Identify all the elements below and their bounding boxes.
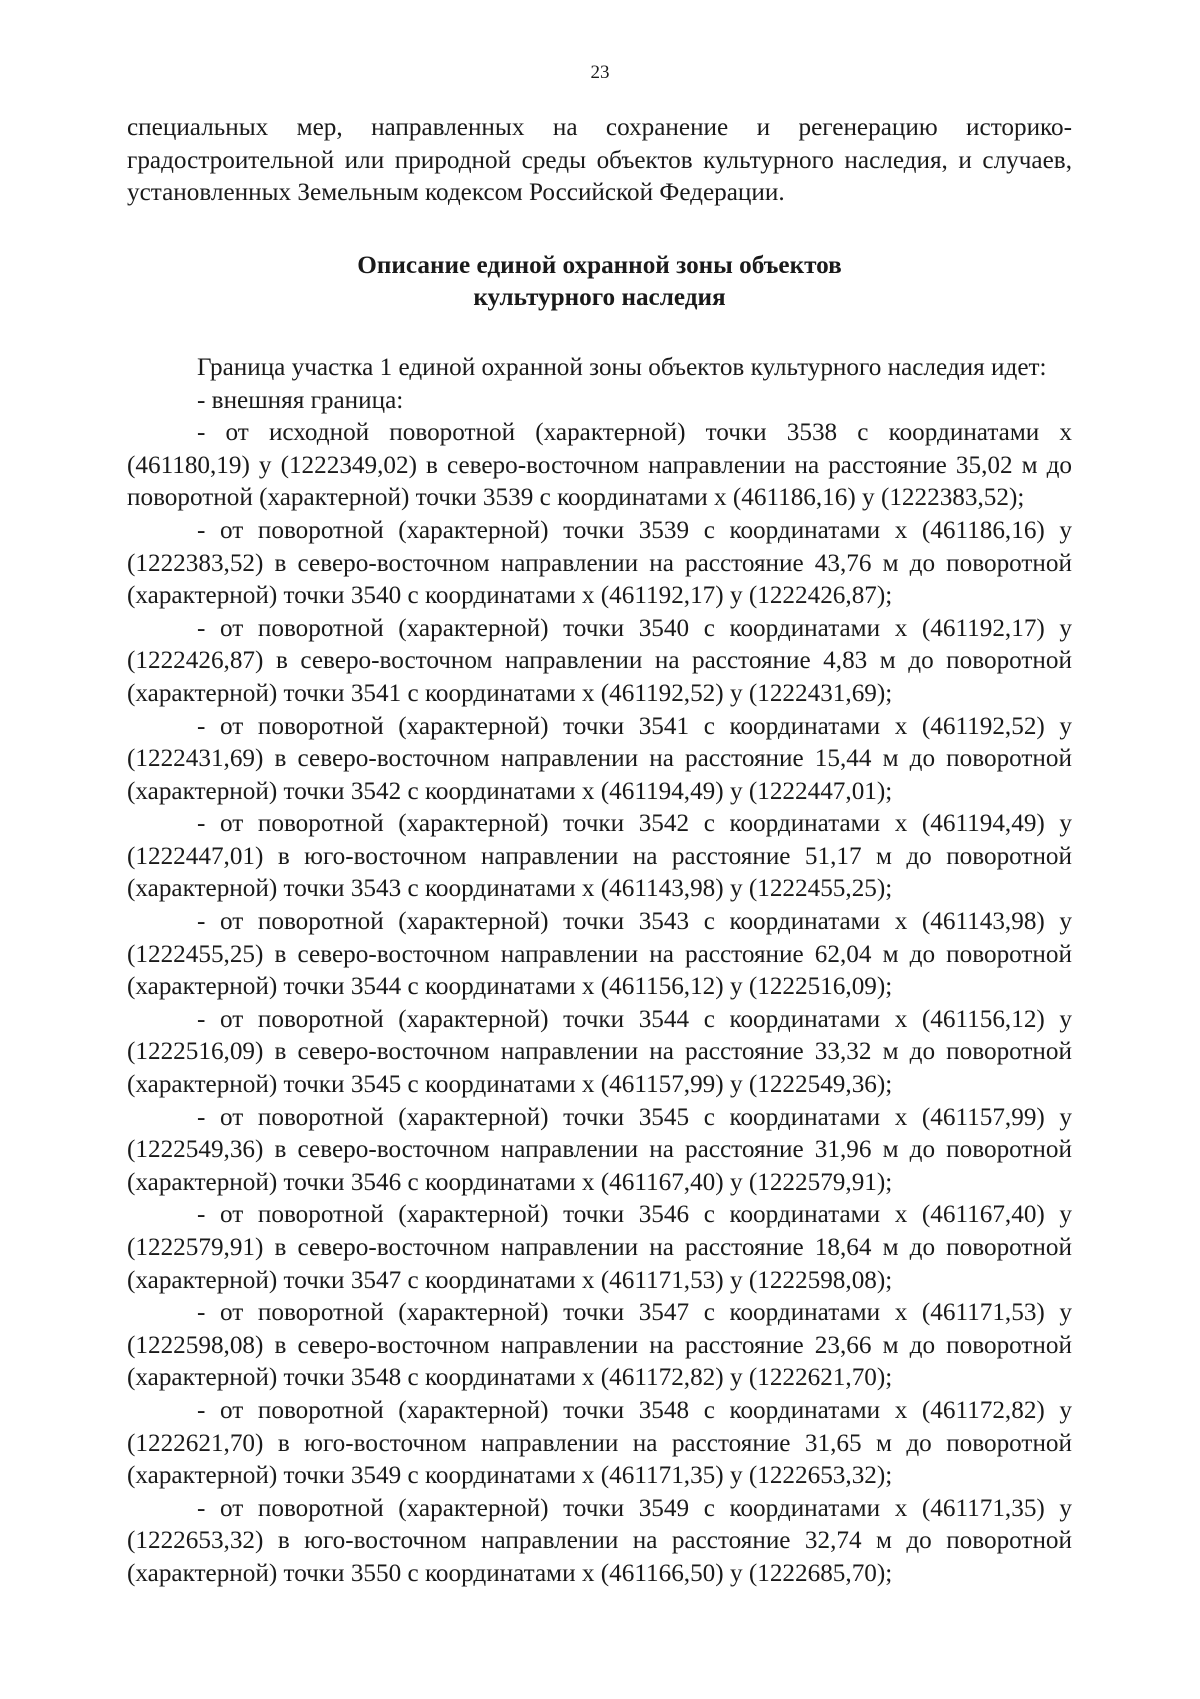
- outer-boundary-label: - внешняя граница:: [197, 386, 404, 414]
- segment-paragraph: - от поворотной (характерной) точки 3549 с координатами х (461171,35) у (1222653,32) в юго-восточном направлении на расстояние 32,74 м до поворотной (характерной) точки 3550 с координатами х (461166,50) у (1222685,70);: [127, 1494, 1072, 1587]
- segment-paragraph: - от поворотной (характерной) точки 3546 с координатами х (461167,40) у (1222579,91) в северо-восточном направлении на расстояние 18,64 м до поворотной (характерной) точки 3547 с координатами х (461171,53) у (1222598,08);: [127, 1201, 1072, 1294]
- intro-paragraph: специальных мер, направленных на сохранение и регенерацию историко-градостроительной или природной среды объектов культурного наследия, и случаев, установленных Земельным кодексом Российской Федерации.: [127, 114, 1072, 207]
- segment-paragraph: - от поворотной (характерной) точки 3543 с координатами х (461143,98) у (1222455,25) в северо-восточном направлении на расстояние 62,04 м до поворотной (характерной) точки 3544 с координатами х (461156,12) у (1222516,09);: [127, 908, 1072, 1001]
- segment-paragraph: - от поворотной (характерной) точки 3545 с координатами х (461157,99) у (1222549,36) в северо-восточном направлении на расстояние 31,96 м до поворотной (характерной) точки 3546 с координатами х (461167,40) у (1222579,91);: [127, 1103, 1072, 1196]
- segment-paragraph: - от исходной поворотной (характерной) точки 3538 с координатами х (461180,19) у (1222349,02) в северо-восточном направлении на расстояние 35,02 м до поворотной (характерной) точки 3539 с координатами х (461186,16) у (1222383,52);: [127, 419, 1072, 512]
- segment-paragraph: - от поворотной (характерной) точки 3540 с координатами х (461192,17) у (1222426,87) в северо-восточном направлении на расстояние 4,83 м до поворотной (характерной) точки 3541 с координатами х (461192,52) у (1222431,69);: [127, 614, 1072, 707]
- segment-paragraph: - от поворотной (характерной) точки 3541 с координатами х (461192,52) у (1222431,69) в северо-восточном направлении на расстояние 15,44 м до поворотной (характерной) точки 3542 с координатами х (461194,49) у (1222447,01);: [127, 712, 1072, 805]
- segment-list: [127, 417, 1072, 1590]
- segment-paragraph: - от поворотной (характерной) точки 3542 с координатами х (461194,49) у (1222447,01) в юго-восточном направлении на расстояние 51,17 м до поворотной (характерной) точки 3543 с координатами х (461143,98) у (1222455,25);: [127, 810, 1072, 903]
- segment-paragraph: - от поворотной (характерной) точки 3548 с координатами х (461172,82) у (1222621,70) в юго-восточном направлении на расстояние 31,65 м до поворотной (характерной) точки 3549 с координатами х (461171,35) у (1222653,32);: [127, 1396, 1072, 1490]
- segment-paragraph: - от поворотной (характерной) точки 3544 с координатами х (461156,12) у (1222516,09) в северо-восточном направлении на расстояние 33,32 м до поворотной (характерной) точки 3545 с координатами х (461157,99) у (1222549,36);: [127, 1005, 1072, 1099]
- segment-paragraph: - от поворотной (характерной) точки 3547 с координатами х (461171,53) у (1222598,08) в северо-восточном направлении на расстояние 23,66 м до поворотной (характерной) точки 3548 с координатами х (461172,82) у (1222621,70);: [127, 1299, 1072, 1392]
- section-heading-line-1: Описание единой охранной зоны объектов: [357, 251, 842, 279]
- section-heading-line-2: культурного наследия: [473, 284, 726, 312]
- section-heading: [127, 250, 1072, 315]
- segment-paragraph: - от поворотной (характерной) точки 3539 с координатами х (461186,16) у (1222383,52) в северо-восточном направлении на расстояние 43,76 м до поворотной (характерной) точки 3540 с координатами х (461192,17) у (1222426,87);: [127, 516, 1072, 610]
- boundary-intro: Граница участка 1 единой охранной зоны объектов культурного наследия идет:: [197, 353, 1047, 381]
- document-body: [127, 112, 1072, 1591]
- spacer: [127, 315, 1072, 352]
- page-number: 23: [590, 62, 610, 83]
